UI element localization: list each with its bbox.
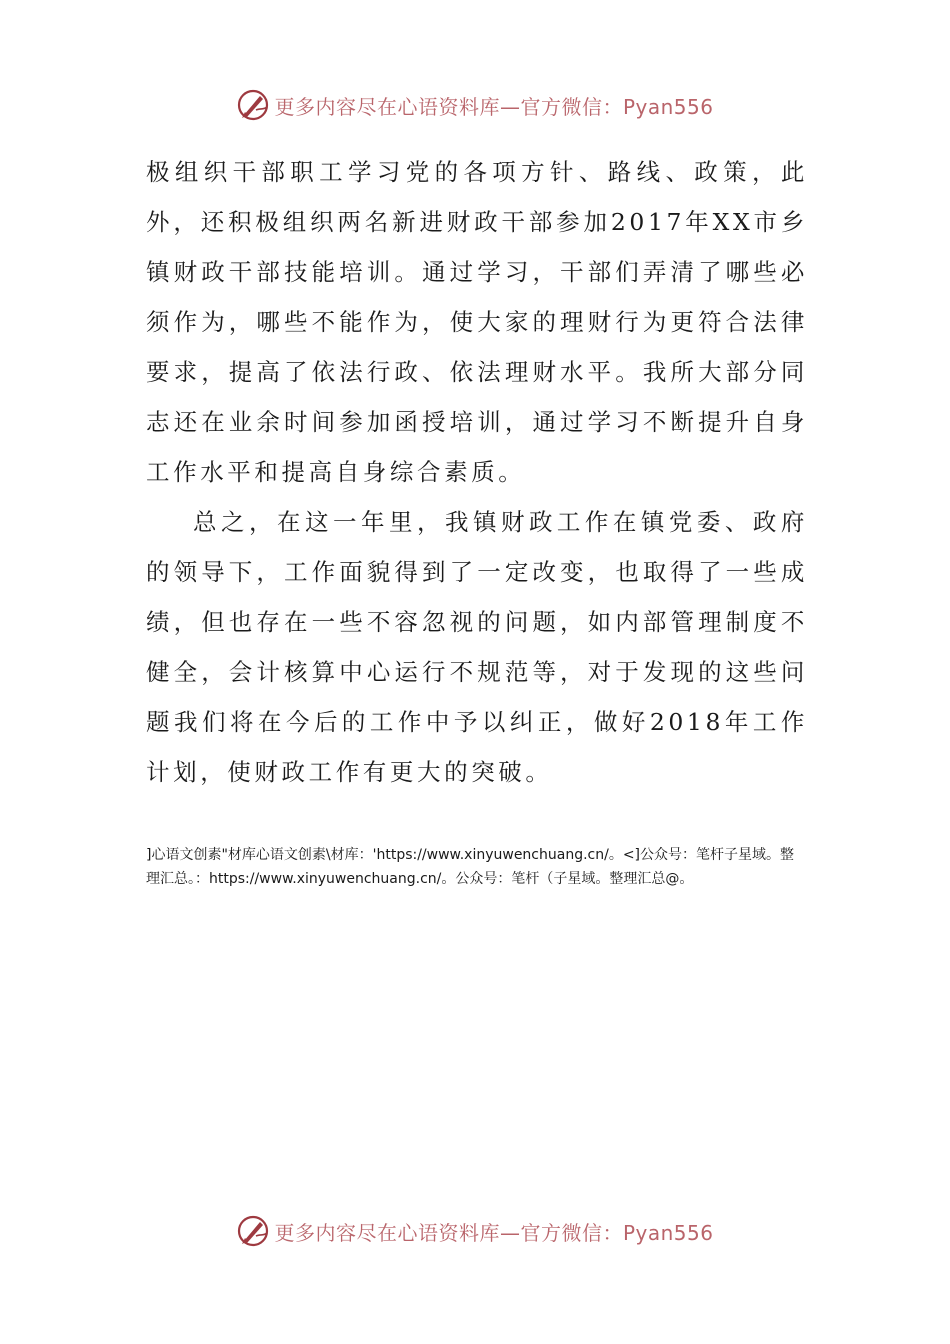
footer-banner <box>0 1206 950 1256</box>
header-banner <box>0 80 950 130</box>
footnote: ]心语文创素"材库心语文创素\材库：'https://www.xinyuwenchuang.cn/。<]公众号：笔杆子星域。整理汇总。：https://www.xinyuwenchuang.cn/。公众号：笔杆（子星域。整理汇总@。 <box>146 847 795 887</box>
document-body <box>146 147 808 797</box>
footer-banner-text: 更多内容尽在心语资料库—官方微信：Pyan556 <box>274 1220 714 1245</box>
paragraph: 极组织干部职工学习党的各项方针、路线、政策，此外，还积极组织两名新进财政干部参加2017年XX市乡镇财政干部技能培训。通过学习，干部们弄清了哪些必须作为，哪些不能作为，使大家的理财行为更符合法律要求，提高了依法行政、依法理财水平。我所大部分同志还在业余时间参加函授培训，通过学习不断提升自身工作水平和提高自身综合素质。 <box>146 158 808 486</box>
header-banner-text: 更多内容尽在心语资料库—官方微信：Pyan556 <box>274 94 714 119</box>
paragraph: 总之，在这一年里，我镇财政工作在镇党委、政府的领导下，工作面貌得到了一定改变，也取得了一些成绩，但也存在一些不容忽视的问题，如内部管理制度不健全，会计核算中心运行不规范等，对于发现的这些问题我们将在今后的工作中予以纠正，做好2018年工作计划，使财政工作有更大的突破。 <box>146 508 808 786</box>
pen-circle-icon <box>236 1214 270 1248</box>
pen-circle-icon <box>236 88 270 122</box>
